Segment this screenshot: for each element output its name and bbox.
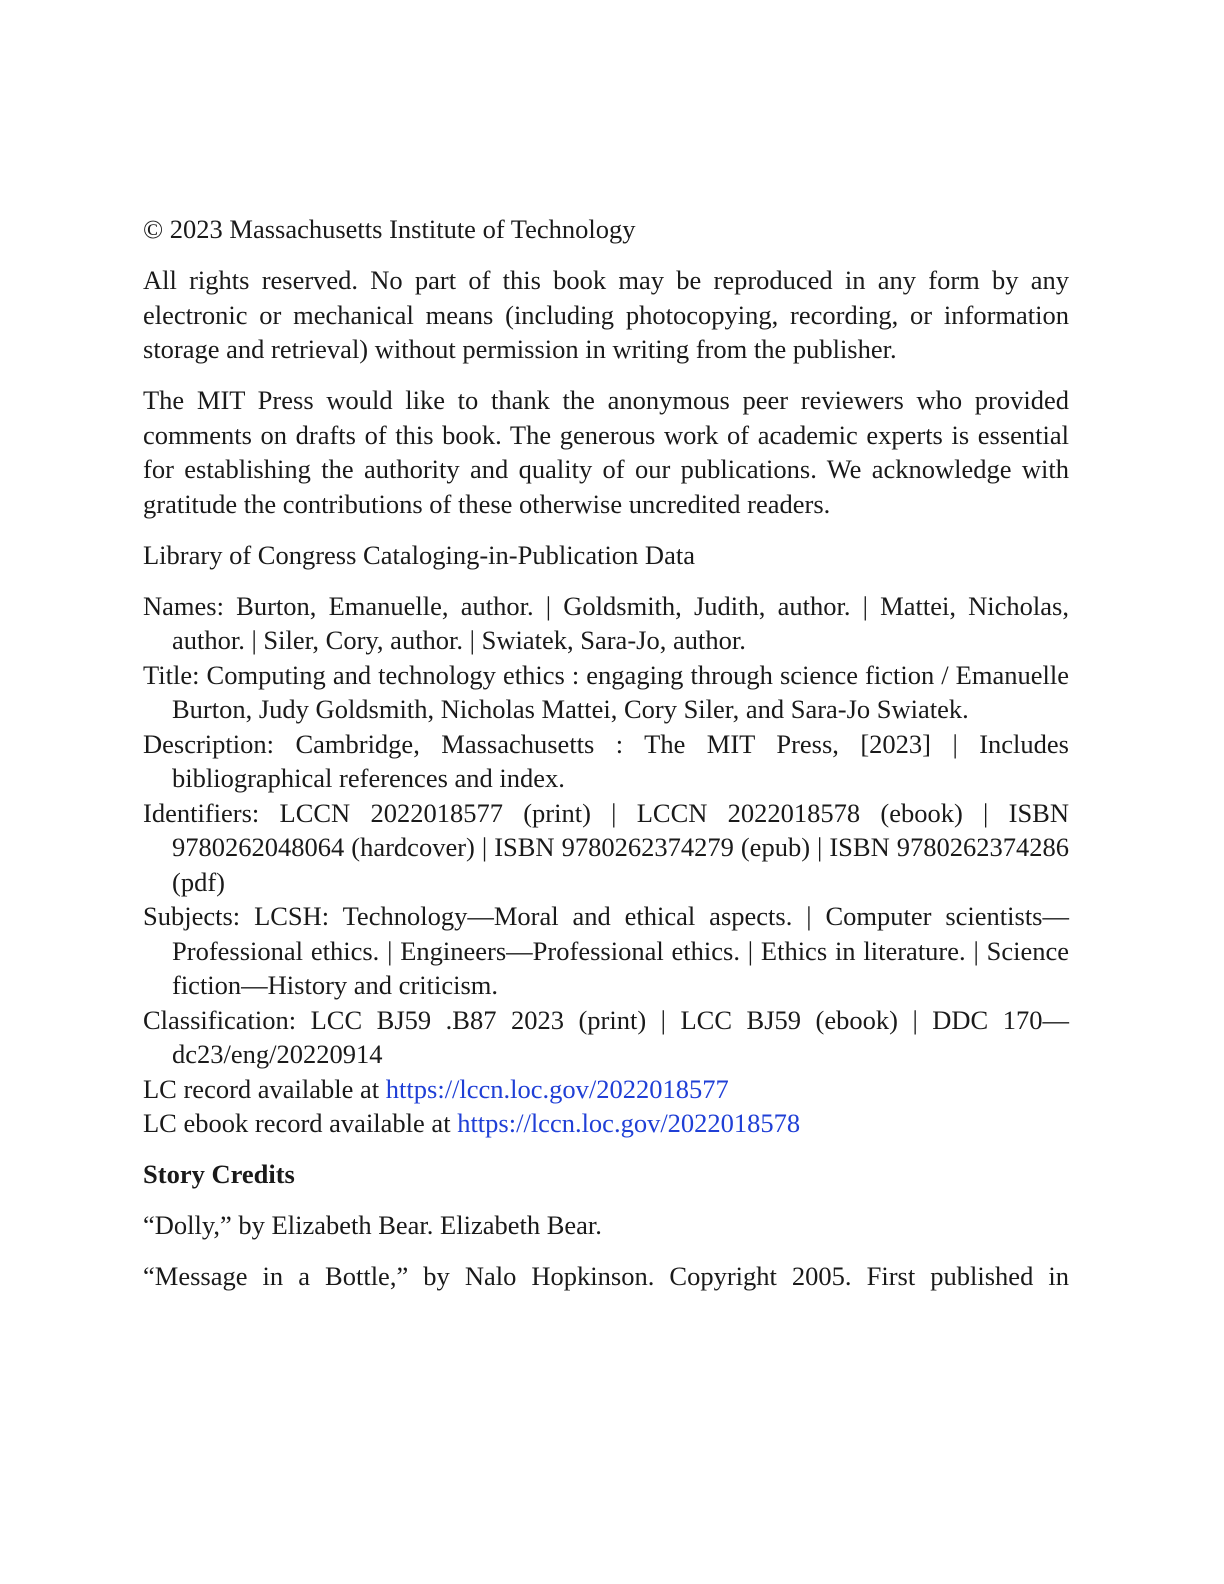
story-credit-message: “Message in a Bottle,” by Nalo Hopkinson. Copyright 2005. First published in: [143, 1261, 1069, 1291]
lc-ebook-record-label: LC ebook record available at: [143, 1108, 458, 1138]
cip-names: Names: Burton, Emanuelle, author. | Goldsmith, Judith, author. | Mattei, Nicholas, author. | Siler, Cory, author. | Swiatek, Sara-Jo, author.: [143, 590, 1069, 655]
rights-statement: All rights reserved. No part of this book may be reproduced in any form by any electronic or mechanical means (including photocopying, recording, or information storage and retrieval) without permission in writing from the publisher.: [143, 265, 1069, 364]
cip-identifiers: Identifiers: LCCN 2022018577 (print) | LCCN 2022018578 (ebook) | ISBN 9780262048064 (hardcover) | ISBN 9780262374279 (epub) | ISBN 9780262374286 (pdf): [143, 797, 1069, 897]
cip-subjects: Subjects: LCSH: Technology—Moral and ethical aspects. | Computer scientists—Professional ethics. | Engineers—Professional ethics. | Ethics in literature. | Science fiction—History and criticism.: [143, 901, 1069, 1000]
reviewer-acknowledgment: The MIT Press would like to thank the anonymous peer reviewers who provided comments on drafts of this book. The generous work of academic experts is essential for establishing the authority and quality of our publications. We acknowledge with gratitude the contributions of these otherwise uncredited readers.: [143, 385, 1069, 519]
cip-heading: Library of Congress Cataloging-in-Publication Data: [143, 539, 695, 570]
lc-ebook-record-line: [143, 1106, 1069, 1141]
lc-record-line: [143, 1072, 1069, 1107]
lc-record-link[interactable]: https://lccn.loc.gov/2022018577: [385, 1073, 729, 1104]
story-credits-heading: Story Credits: [143, 1159, 295, 1189]
copyright-page: [143, 212, 1069, 1294]
lc-record-label: LC record available at: [143, 1073, 386, 1104]
cip-block: [143, 589, 1069, 1141]
cip-title: Title: Computing and technology ethics : engaging through science fiction / Emanuelle Burton, Judy Goldsmith, Nicholas Mattei, Cory Siler, and Sara-Jo Swiatek.: [143, 659, 1069, 724]
story-credit-dolly: “Dolly,” by Elizabeth Bear. Elizabeth Bear.: [143, 1210, 602, 1240]
cip-classification: Classification: LCC BJ59 .B87 2023 (print) | LCC BJ59 (ebook) | DDC 170—dc23/eng/20220914: [143, 1004, 1069, 1069]
copyright-notice: © 2023 Massachusetts Institute of Technology: [143, 214, 636, 244]
lc-ebook-record-link[interactable]: https://lccn.loc.gov/2022018578: [457, 1108, 801, 1138]
cip-description: Description: Cambridge, Massachusetts : The MIT Press, [2023] | Includes bibliographical references and index.: [143, 728, 1069, 793]
